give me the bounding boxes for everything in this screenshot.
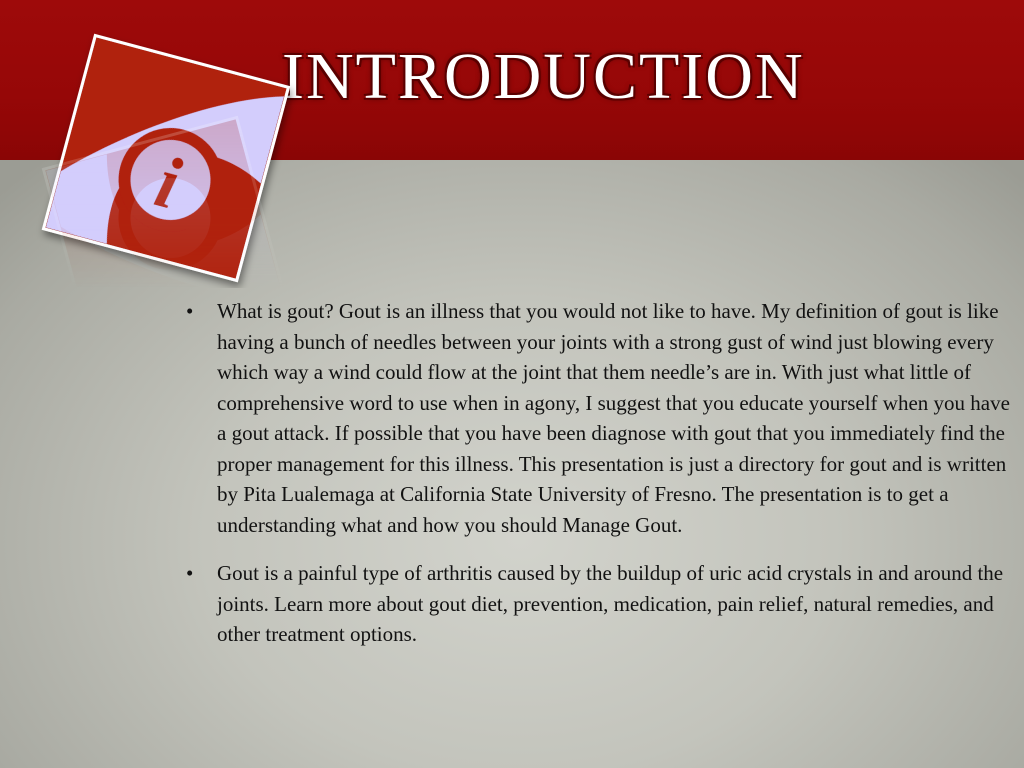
bullet-item <box>186 296 1016 540</box>
logo-reflection <box>26 110 306 290</box>
slide-content <box>186 296 1016 668</box>
bullet-item <box>186 558 1016 650</box>
bullet-text: What is gout? Gout is an illness that you would not like to have. My definition of gout is like having a bunch of needles between your joints with a strong gust of wind just blowing every which way a wind could flow at the joint that them needle’s are in. With just what little of comprehensive word to use when in agony, I suggest that you educate yourself when you have a gout attack. If possible that you have been diagnose with gout that you immediately find the proper management for this illness. This presentation is just a directory for gout and is written by Pita Lualemaga at California State University of Fresno. The presentation is to get a understanding what and how you should Manage Gout. <box>217 299 1010 537</box>
bullet-glyph: • <box>186 561 194 585</box>
slide-title: INTRODUCTION <box>282 40 805 113</box>
logo-reflection-svg <box>26 110 306 290</box>
bullet-list <box>186 296 1016 650</box>
bullet-text: Gout is a painful type of arthritis caused by the buildup of uric acid crystals in and around the joints. Learn more about gout diet, prevention, medication, pain relief, natural remedies, and other treatment options. <box>217 561 1004 646</box>
bullet-glyph: • <box>186 299 194 323</box>
